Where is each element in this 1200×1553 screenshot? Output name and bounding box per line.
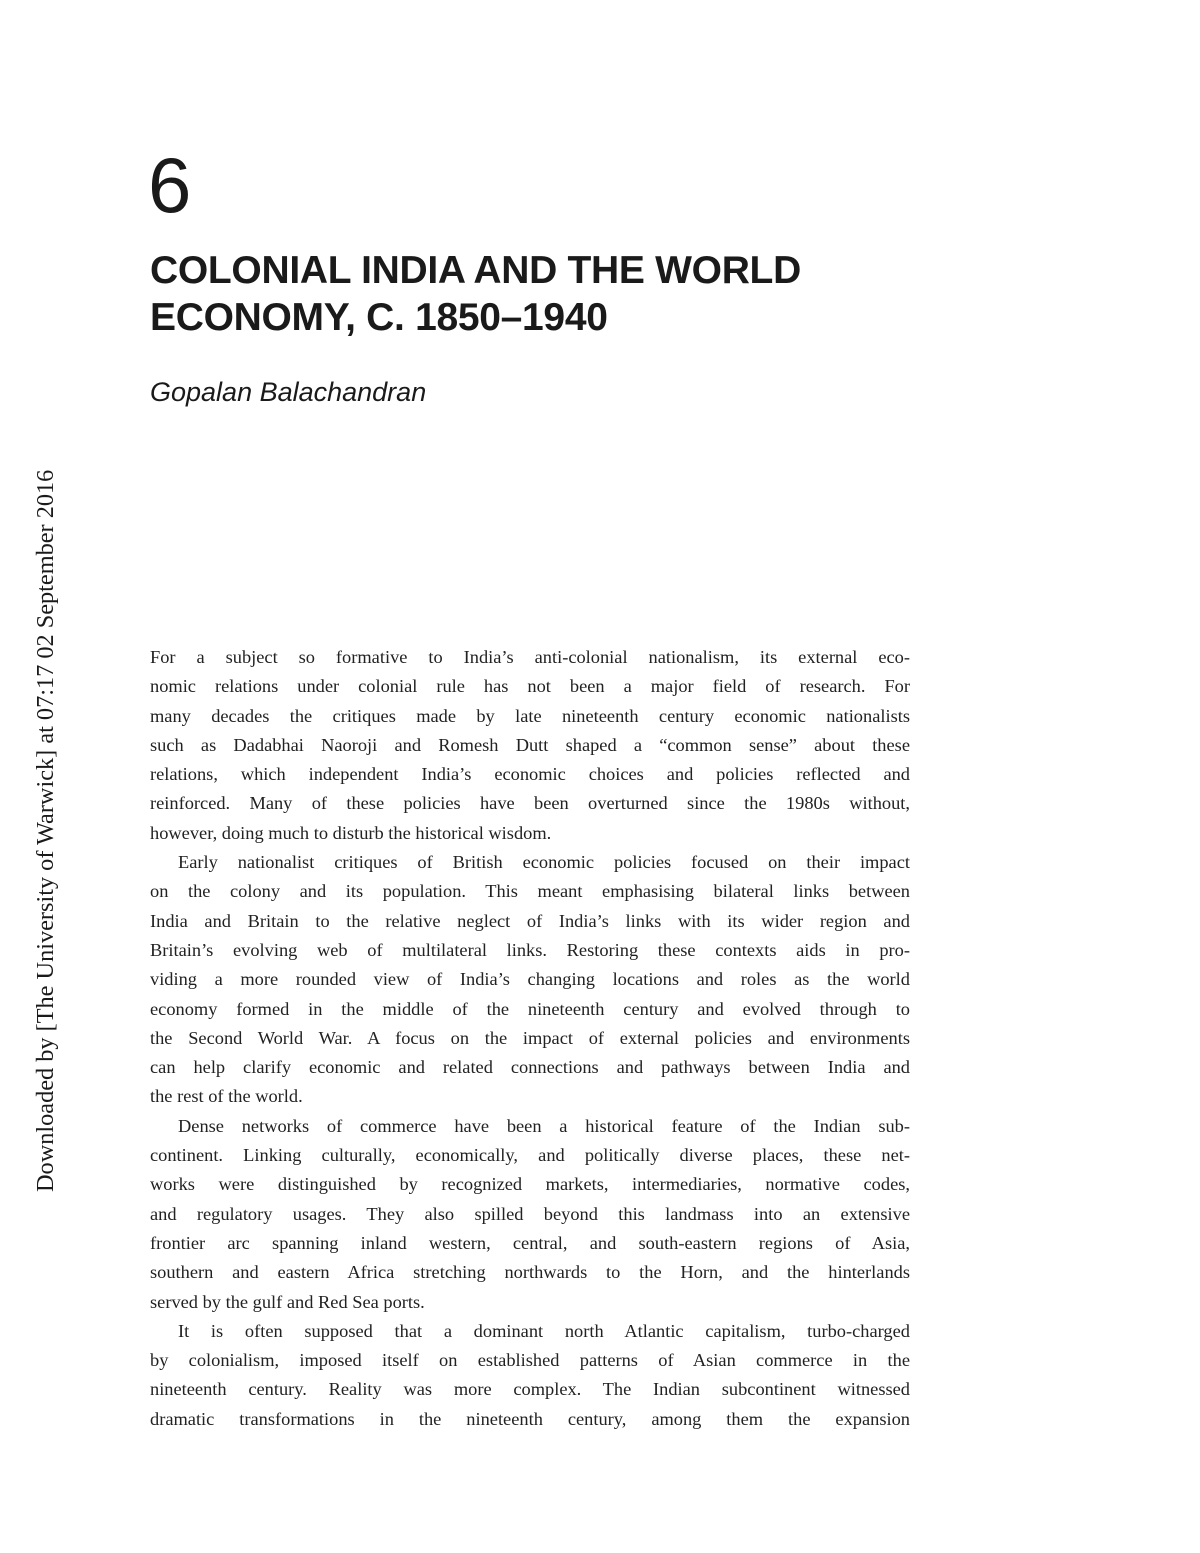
body-line: the Second World War. A focus on the impact of external policies and environments (150, 1027, 910, 1048)
body-line: the rest of the world. (150, 1086, 303, 1107)
body-line: relations, which independent India’s economic choices and policies reflected and (150, 764, 910, 785)
body-line: viding a more rounded view of India’s changing locations and roles as the world (150, 969, 910, 990)
body-paragraph (150, 1317, 910, 1434)
body-line: economy formed in the middle of the nineteenth century and evolved through to (150, 998, 910, 1019)
body-line: India and Britain to the relative neglect of India’s links with its wider region and (150, 910, 910, 931)
body-line: Britain’s evolving web of multilateral links. Restoring these contexts aids in pro- (150, 939, 910, 960)
body-line: Dense networks of commerce have been a historical feature of the Indian sub- (178, 1115, 910, 1136)
body-line: can help clarify economic and related connections and pathways between India and (150, 1057, 910, 1078)
body-paragraph (150, 848, 910, 1112)
body-line: continent. Linking culturally, economically, and politically diverse places, these net- (150, 1145, 910, 1166)
body-line: dramatic transformations in the nineteenth century, among them the expansion (150, 1408, 910, 1429)
body-line: Early nationalist critiques of British economic policies focused on their impact (178, 852, 910, 873)
body-line: on the colony and its population. This meant emphasising bilateral links between (150, 881, 910, 902)
body-line: frontier arc spanning inland western, central, and south-eastern regions of Asia, (150, 1232, 910, 1253)
body-line: works were distinguished by recognized markets, intermediaries, normative codes, (150, 1174, 910, 1195)
body-line: It is often supposed that a dominant north Atlantic capitalism, turbo-charged (178, 1320, 910, 1341)
body-line: served by the gulf and Red Sea ports. (150, 1291, 425, 1312)
body-line: nineteenth century. Reality was more complex. The Indian subcontinent witnessed (150, 1379, 910, 1400)
body-text (150, 643, 910, 1434)
body-line: southern and eastern Africa stretching northwards to the Horn, and the hinterlands (150, 1262, 910, 1283)
download-stamp: Downloaded by [The University of Warwick] at 07:17 02 September 2016 (32, 469, 59, 1192)
chapter-number: 6 (148, 141, 192, 229)
body-line: and regulatory usages. They also spilled beyond this landmass into an extensive (150, 1203, 910, 1224)
chapter-title-line: COLONIAL INDIA AND THE WORLD (150, 249, 801, 292)
body-line: such as Dadabhai Naoroji and Romesh Dutt shaped a “common sense” about these (150, 734, 910, 755)
body-line: many decades the critiques made by late nineteenth century economic nationalists (150, 705, 910, 726)
chapter-author: Gopalan Balachandran (150, 377, 427, 407)
body-line: by colonialism, imposed itself on established patterns of Asian commerce in the (150, 1350, 910, 1371)
body-line: nomic relations under colonial rule has not been a major field of research. For (150, 676, 910, 697)
chapter-title (150, 247, 930, 341)
body-paragraph (150, 643, 910, 848)
chapter-title-line: ECONOMY, C. 1850–1940 (150, 296, 608, 339)
body-line: reinforced. Many of these policies have been overturned since the 1980s without, (150, 793, 910, 814)
body-line: For a subject so formative to India’s anti-colonial nationalism, its external eco- (150, 647, 910, 667)
body-paragraph (150, 1112, 910, 1317)
body-line: however, doing much to disturb the historical wisdom. (150, 822, 552, 843)
